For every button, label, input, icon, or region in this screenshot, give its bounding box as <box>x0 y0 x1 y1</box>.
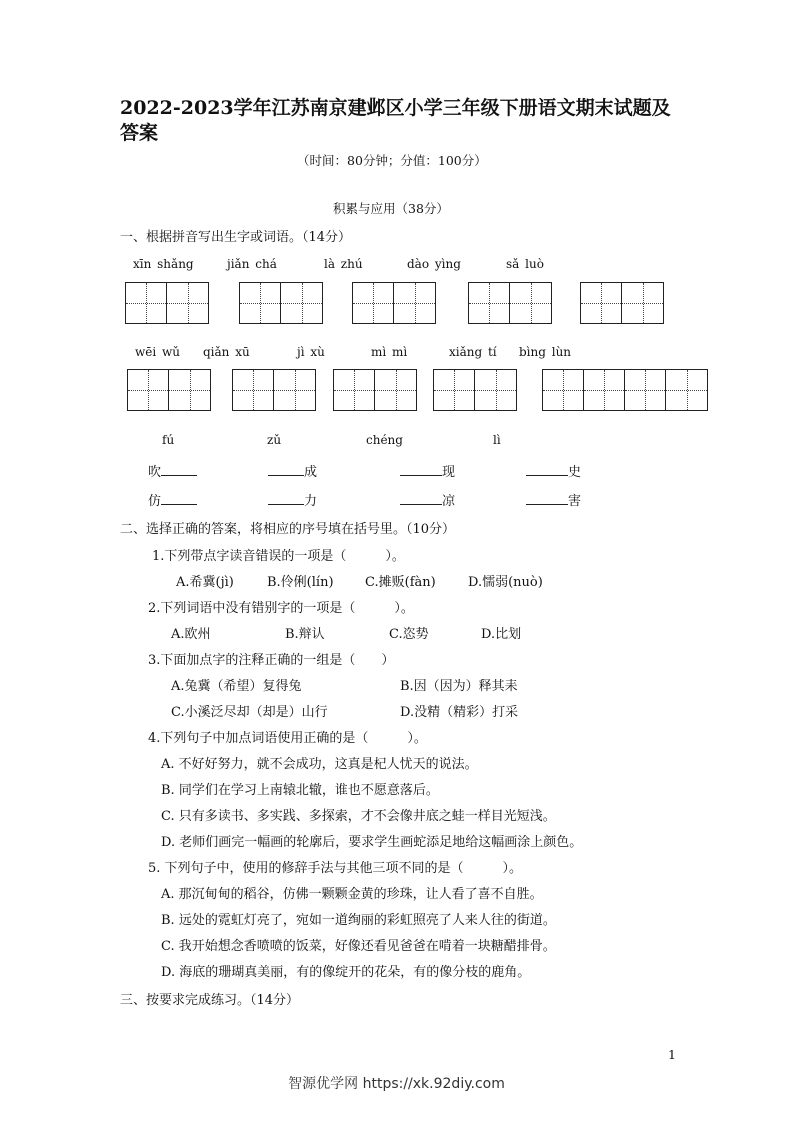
question-2: 2.下列词语中没有错别字的一项是（ ）。 <box>148 601 414 616</box>
pinyin-8: jì xù <box>297 345 325 359</box>
question-3: 3.下面加点字的注释正确的一组是（ ） <box>148 653 395 668</box>
page-title: 2022-2023学年江苏南京建邺区小学三年级下册语文期末试题及答案 <box>120 97 671 144</box>
q5-option-b: B. 远处的霓虹灯亮了，宛如一道绚丽的彩虹照亮了人来人往的街道。 <box>161 913 556 928</box>
q5-option-c: C. 我开始想念香喷喷的饭菜，好像还看见爸爸在啃着一块糖醋排骨。 <box>161 939 556 954</box>
section1-heading: 一、根据拼音写出生字或词语。（14分） <box>120 230 352 245</box>
pinyin-4: dào yìng <box>407 257 461 271</box>
pinyin-6: wēi wǔ <box>135 345 181 359</box>
pinyin-14: chéng <box>366 433 403 447</box>
pinyin-13: zǔ <box>267 433 282 447</box>
q5-option-a: A. 那沉甸甸的稻谷，仿佛一颗颗金黄的珍珠，让人看了喜不自胜。 <box>161 887 543 902</box>
q5-option-d: D. 海底的珊瑚真美丽，有的像绽开的花朵，有的像分枝的鹿角。 <box>161 965 531 980</box>
q1-option-d: D.懦弱(nuò) <box>468 575 543 590</box>
pinyin-10: xiǎng tí <box>449 345 497 359</box>
answer-grid[interactable] <box>239 282 323 324</box>
page-number: 1 <box>668 1047 676 1062</box>
question-5: 5. 下列句子中，使用的修辞手法与其他三项不同的是（ ）。 <box>148 861 523 876</box>
blank-line[interactable] <box>161 490 197 505</box>
q3-option-d: D.没精（精彩）打采 <box>400 705 519 720</box>
exam-info: （时间：80分钟；分值：100分） <box>297 153 487 168</box>
q4-option-c: C. 只有多读书、多实践、多探索，才不会像井底之蛙一样目光短浅。 <box>161 809 556 824</box>
pinyin-7: qiǎn xū <box>203 345 250 359</box>
q4-option-b: B. 同学们在学习上南辕北辙，谁也不愿意落后。 <box>161 783 439 798</box>
q4-option-a: A. 不好好努力，就不会成功，这真是杞人忧天的说法。 <box>161 757 478 772</box>
blank-line[interactable] <box>526 490 568 505</box>
answer-grid[interactable] <box>580 282 664 324</box>
q2-option-d: D.比划 <box>481 627 522 642</box>
section2-heading: 二、选择正确的答案，将相应的序号填在括号里。（10分） <box>120 522 456 537</box>
fill-item: 现 <box>400 461 455 480</box>
pinyin-12: fú <box>162 433 175 447</box>
answer-grid[interactable] <box>232 369 316 411</box>
fill-item: 凉 <box>400 490 455 509</box>
q3-option-c: C.小溪泛尽却（却是）山行 <box>171 705 328 720</box>
answer-grid[interactable] <box>433 369 517 411</box>
blank-line[interactable] <box>161 461 197 476</box>
part-title: 积累与应用（38分） <box>333 201 449 216</box>
q1-option-b: B.伶俐(lín) <box>267 575 334 590</box>
pinyin-2: jiǎn chá <box>227 257 277 271</box>
q2-option-b: B.辩认 <box>285 627 325 642</box>
answer-grid[interactable] <box>127 369 211 411</box>
answer-grid[interactable] <box>352 282 436 324</box>
pinyin-11: bìng lùn <box>519 345 572 359</box>
question-1: 1.下列带点字读音错误的一项是（ ）。 <box>152 549 405 564</box>
answer-grid[interactable] <box>333 369 417 411</box>
question-4: 4.下列句子中加点词语使用正确的是（ ）。 <box>148 731 427 746</box>
fill-item: 害 <box>526 490 581 509</box>
blank-line[interactable] <box>400 461 442 476</box>
q2-option-a: A.欧州 <box>171 627 211 642</box>
q3-option-a: A.兔冀（希望）复得兔 <box>171 679 302 694</box>
blank-line[interactable] <box>400 490 442 505</box>
pinyin-1: xīn shǎng <box>133 257 194 271</box>
q1-option-a: A.希冀(jì) <box>176 575 234 590</box>
fill-item: 成 <box>268 461 317 480</box>
answer-grid[interactable] <box>542 369 708 411</box>
answer-grid[interactable] <box>125 282 209 324</box>
q3-option-b: B.因（因为）释其耒 <box>400 679 518 694</box>
footer-watermark: 智源优学网 https://xk.92diy.com <box>288 1076 505 1092</box>
fill-item: 史 <box>526 461 581 480</box>
blank-line[interactable] <box>268 490 304 505</box>
pinyin-3: là zhú <box>324 257 363 271</box>
fill-item: 吹 <box>148 461 197 480</box>
q4-option-d: D. 老师们画完一幅画的轮廓后，要求学生画蛇添足地给这幅画涂上颜色。 <box>161 835 583 850</box>
pinyin-5: sǎ luò <box>506 257 544 271</box>
answer-grid[interactable] <box>468 282 552 324</box>
q2-option-c: C.恣势 <box>389 627 429 642</box>
fill-item: 仿 <box>148 490 197 509</box>
q1-option-c: C.摊贩(fàn) <box>365 575 436 590</box>
pinyin-9: mì mì <box>371 345 408 359</box>
blank-line[interactable] <box>268 461 304 476</box>
fill-item: 力 <box>268 490 317 509</box>
blank-line[interactable] <box>526 461 568 476</box>
pinyin-15: lì <box>493 433 501 447</box>
section3-heading: 三、按要求完成练习。（14分） <box>120 993 300 1008</box>
